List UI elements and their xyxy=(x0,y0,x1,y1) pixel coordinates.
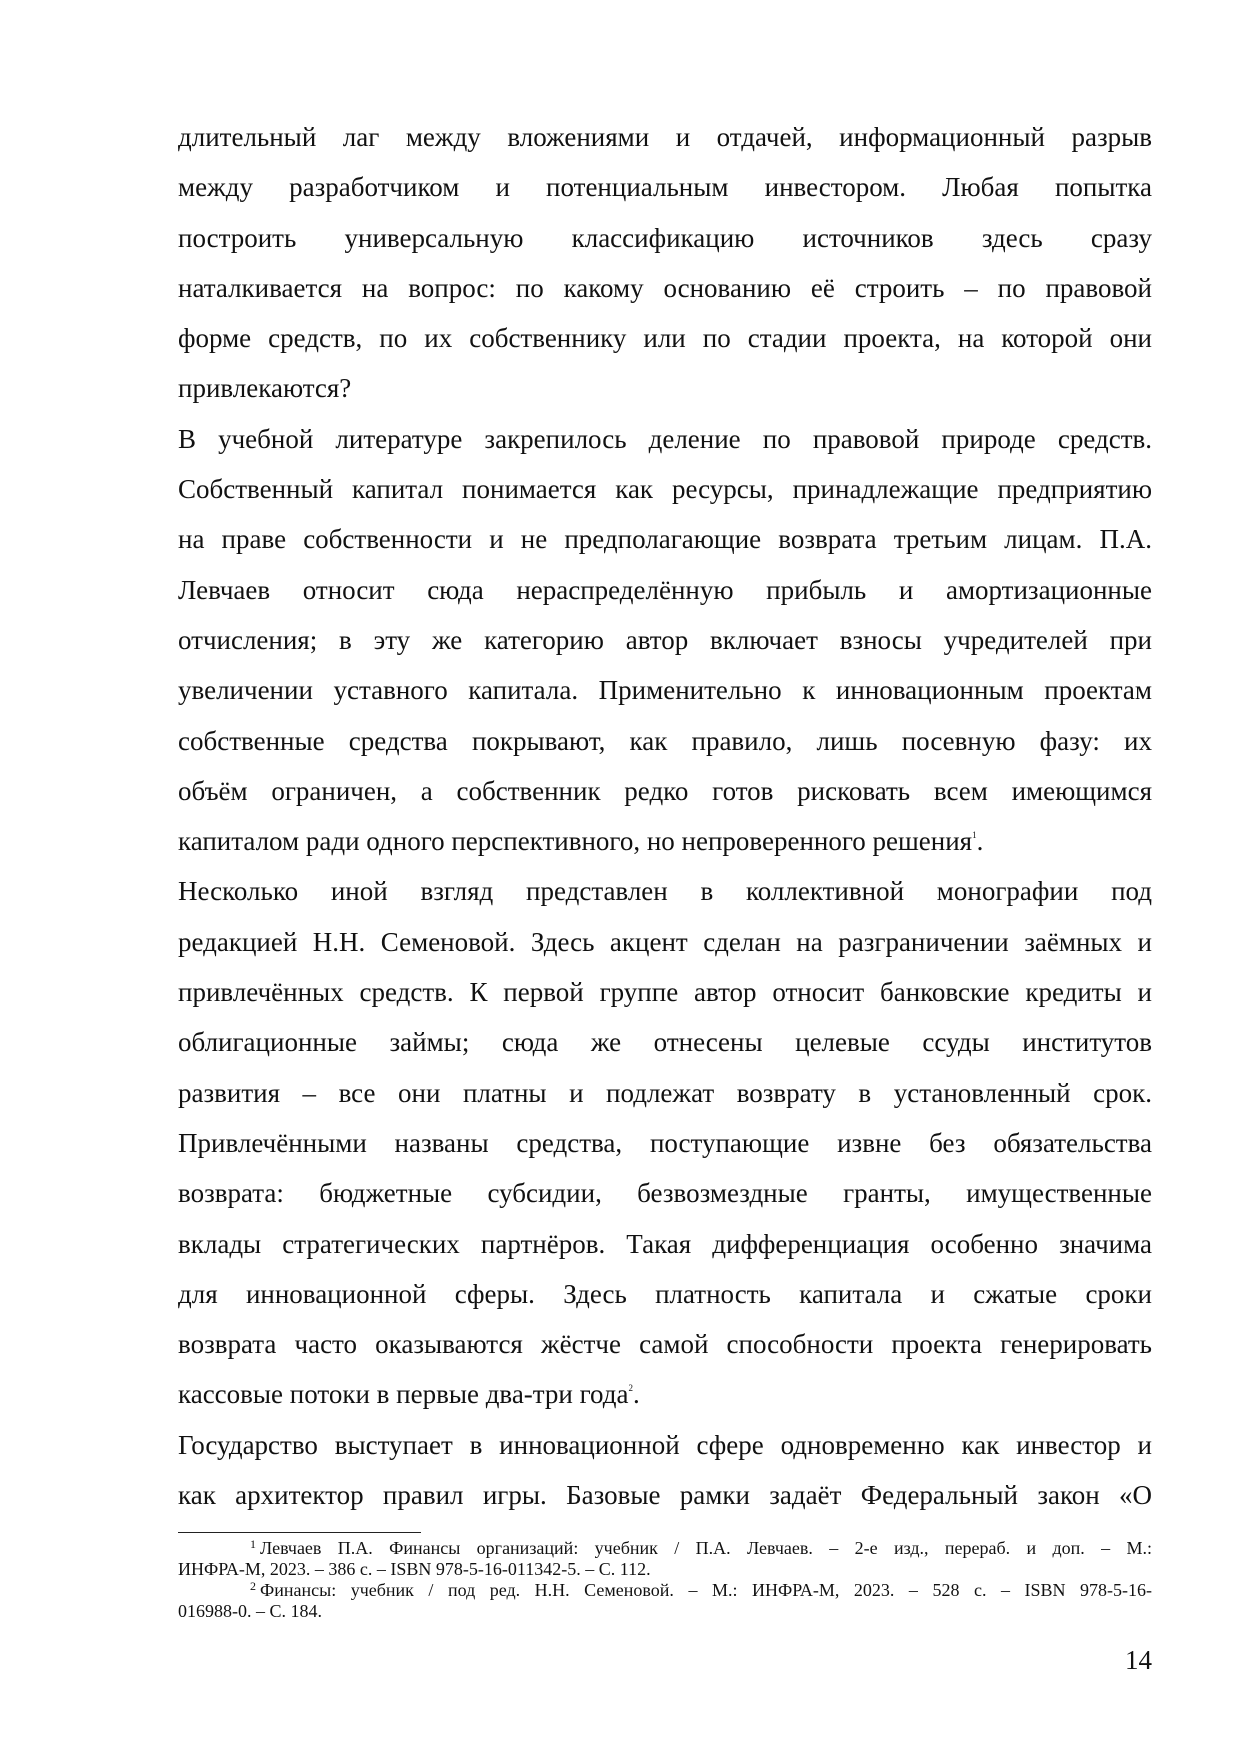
text-line: собственные средства покрывают, как правило, лишь посевную фазу: их xyxy=(178,725,1152,756)
text-line: Левчаев относит сюда нераспределённую прибыль и амортизационные xyxy=(178,574,1152,605)
text-line: привлекаются? xyxy=(178,373,352,404)
text-line: между разработчиком и потенциальным инвестором. Любая попытка xyxy=(178,172,1152,203)
text-line: наталкивается на вопрос: по какому основанию её строить – по правовой xyxy=(178,272,1152,303)
text-line: Привлечёнными названы средства, поступающие извне без обязательства xyxy=(178,1127,1152,1158)
footnote-reference-2[interactable]: 2 xyxy=(628,1383,633,1394)
footnotes xyxy=(178,1538,1152,1622)
footnote-line xyxy=(178,1538,1152,1559)
footnote-text: Финансы: учебник / под ред. Н.Н. Семеновой. – М.: ИНФРА-М, 2023. – 528 с. – ISBN 978-5-16- xyxy=(260,1580,1152,1600)
footnote-number: 1 xyxy=(250,1537,256,1551)
text-line: форме средств, по их собственнику или по стадии проекта, на которой они xyxy=(178,323,1152,354)
text-line: отчисления; в эту же категорию автор включает взносы учредителей при xyxy=(178,624,1152,655)
paragraph-1 xyxy=(178,112,1152,414)
text-line: увеличении уставного капитала. Применительно к инновационным проектам xyxy=(178,675,1152,706)
text-line: В учебной литературе закрепилось деление по правовой природе средств. xyxy=(178,423,1152,454)
text-line-content: кассовые потоки в первые два-три года xyxy=(178,1379,629,1410)
sentence-end: . xyxy=(632,1379,640,1410)
text-line-content: капиталом ради одного перспективного, но непроверенного решения xyxy=(178,826,973,857)
text-line: редакцией Н.Н. Семеновой. Здесь акцент сделан на разграничении заёмных и xyxy=(178,926,1152,957)
text-line: возврата часто оказываются жёстче самой способности проекта генерировать xyxy=(178,1329,1152,1360)
footnote-line: 016988-0. – С. 184. xyxy=(178,1601,322,1621)
footnote-number: 2 xyxy=(250,1579,256,1593)
text-line: Несколько иной взгляд представлен в коллективной монографии под xyxy=(178,876,1152,907)
text-line: объём ограничен, а собственник редко готов рисковать всем имеющимся xyxy=(178,775,1152,806)
page-number: 14 xyxy=(1125,1645,1152,1675)
text-line-with-footnote xyxy=(178,816,1152,866)
text-line: возврата: бюджетные субсидии, безвозмездные гранты, имущественные xyxy=(178,1178,1152,1209)
footnote-separator xyxy=(178,1532,421,1533)
text-line: привлечённых средств. К первой группе автор относит банковские кредиты и xyxy=(178,977,1152,1008)
paragraph-4 xyxy=(178,1420,1152,1521)
sentence-end: . xyxy=(976,826,984,857)
footnote-2 xyxy=(178,1580,1152,1622)
text-line: развития – все они платны и подлежат возврату в установленный срок. xyxy=(178,1077,1152,1108)
footnote-line xyxy=(178,1580,1152,1601)
text-line: вклады стратегических партнёров. Такая дифференциация особенно значима xyxy=(178,1228,1152,1259)
text-line: Государство выступает в инновационной сфере одновременно как инвестор и xyxy=(178,1429,1152,1460)
footnote-text: Левчаев П.А. Финансы организаций: учебник / П.А. Левчаев. – 2-е изд., перераб. и доп. – М.: xyxy=(260,1538,1152,1558)
paragraph-2 xyxy=(178,414,1152,867)
text-line: Собственный капитал понимается как ресурсы, принадлежащие предприятию xyxy=(178,474,1152,505)
footnote-reference-1[interactable]: 1 xyxy=(972,830,977,841)
paragraph-3 xyxy=(178,866,1152,1419)
text-line-with-footnote xyxy=(178,1369,1152,1419)
footnote-1 xyxy=(178,1538,1152,1580)
text-line: длительный лаг между вложениями и отдачей, информационный разрыв xyxy=(178,122,1152,152)
text-line: на праве собственности и не предполагающие возврата третьим лицам. П.А. xyxy=(178,524,1152,555)
text-line: как архитектор правил игры. Базовые рамки задаёт Федеральный закон «О xyxy=(178,1480,1152,1511)
footnote-line: ИНФРА-М, 2023. – 386 с. – ISBN 978-5-16-011342-5. – С. 112. xyxy=(178,1559,651,1579)
body-text xyxy=(178,112,1152,1520)
text-line: для инновационной сферы. Здесь платность капитала и сжатые сроки xyxy=(178,1278,1152,1309)
text-line: построить универсальную классификацию источников здесь сразу xyxy=(178,222,1152,253)
text-line: облигационные займы; сюда же отнесены целевые ссуды институтов xyxy=(178,1027,1152,1058)
